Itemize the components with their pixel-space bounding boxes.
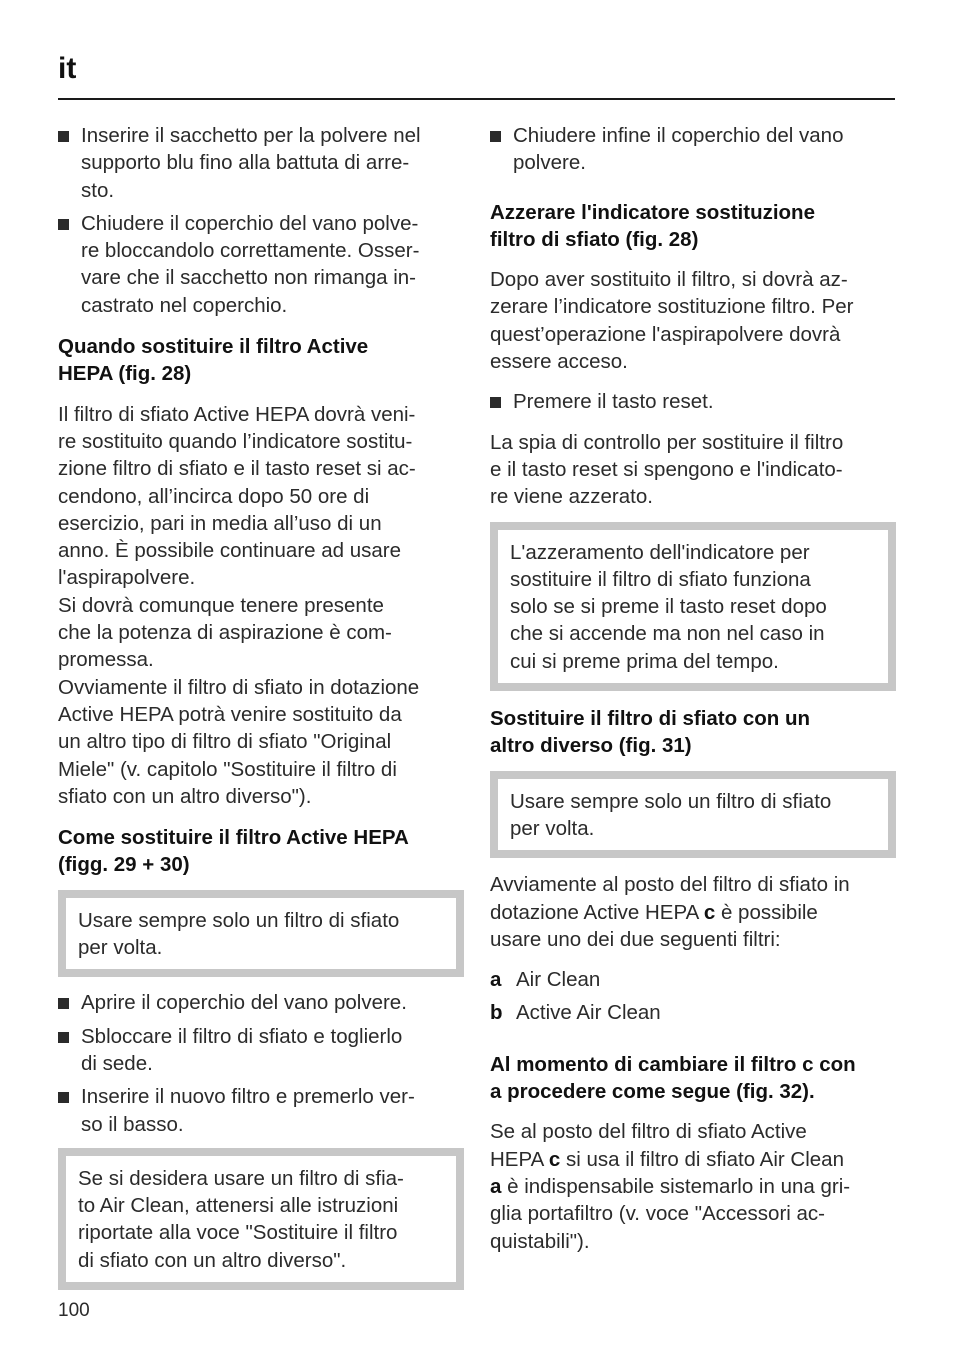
paragraph-line — [490, 1173, 896, 1200]
note-line: to Air Clean, attenersi alle istruzioni — [78, 1194, 399, 1218]
heading-line: HEPA (fig. 28) — [58, 362, 192, 386]
heading-line: (figg. 29 + 30) — [58, 853, 190, 877]
list-item-line: vare che il sacchetto non rimanga in- — [81, 266, 417, 290]
text-fragment: HEPA — [490, 1147, 549, 1171]
text-fragment: è indispensabile sistemarlo in una gri- — [501, 1174, 851, 1198]
paragraph-line: re viene azzerato. — [490, 485, 653, 509]
paragraph — [58, 401, 464, 810]
list-item-line: Inserire il nuovo filtro e premerlo ver- — [81, 1085, 415, 1109]
heading-line: Azzerare l'indicatore sostituzione — [490, 200, 815, 224]
paragraph — [490, 1118, 896, 1254]
paragraph-line: quest’operazione l'aspirapolvere dovrà — [490, 322, 841, 346]
list-item-line: Aprire il coperchio del vano polvere. — [81, 991, 407, 1015]
paragraph-line: un altro tipo di filtro di sfiato "Original — [58, 730, 392, 754]
list-item-line: Chiudere infine il coperchio del vano — [513, 124, 844, 147]
paragraph-line: che la potenza di aspirazione è com- — [58, 621, 392, 645]
note-line: sostituire il filtro di sfiato funziona — [510, 567, 811, 591]
section-heading — [490, 1051, 896, 1106]
filter-name: Active Air Clean — [516, 1001, 661, 1025]
note-line: Se si desidera usare un filtro di sfia- — [78, 1166, 404, 1190]
bullet-square-icon — [58, 219, 69, 230]
paragraph-line: La spia di controllo per sostituire il filtro — [490, 430, 844, 454]
list-item-line: supporto blu fino alla battuta di arre- — [81, 151, 410, 175]
paragraph-line: zione filtro di sfiato e il tasto reset si ac- — [58, 457, 416, 481]
paragraph-line: essere acceso. — [490, 350, 628, 374]
list-item — [490, 388, 896, 415]
filter-list-item — [490, 966, 896, 993]
paragraph-line: Miele" (v. capitolo "Sostituire il filtro di — [58, 757, 397, 781]
paragraph-line: quistabili"). — [490, 1229, 590, 1253]
heading-line: altro diverso (fig. 31) — [490, 734, 692, 758]
text-fragment: dotazione Active HEPA — [490, 900, 704, 924]
list-item-line: Inserire il sacchetto per la polvere nel — [81, 124, 421, 147]
paragraph-line — [490, 1146, 896, 1173]
filter-list — [490, 966, 896, 1027]
bullet-square-icon — [490, 131, 501, 142]
note-box — [58, 1148, 464, 1290]
heading-line: a procedere come segue (fig. 32). — [490, 1080, 815, 1104]
paragraph-line: esercizio, pari in media all’uso di un — [58, 511, 382, 535]
note-line: riportate alla voce "Sostituire il filtro — [78, 1221, 398, 1245]
right-column — [490, 122, 896, 1255]
list-item-line: re bloccandolo correttamente. Osser- — [81, 239, 420, 263]
text-fragment: si usa il filtro di sfiato Air Clean — [560, 1147, 844, 1171]
paragraph-line: zerare l’indicatore sostituzione filtro. Per — [490, 295, 854, 319]
note-line: di sfiato con un altro diverso". — [78, 1248, 347, 1272]
paragraph — [490, 871, 896, 953]
list-item — [58, 1023, 464, 1078]
list-item-line: so il basso. — [81, 1112, 184, 1136]
list-item-line: Chiudere il coperchio del vano polve- — [81, 211, 419, 235]
note-line: Usare sempre solo un filtro di sfiato — [510, 789, 832, 813]
section-heading — [58, 333, 464, 388]
list-item — [490, 122, 896, 177]
paragraph-line: Se al posto del filtro di sfiato Active — [490, 1120, 807, 1144]
filter-letter: b — [490, 1001, 503, 1025]
bullet-square-icon — [58, 1092, 69, 1103]
paragraph-line: cendono, all’incirca dopo 50 ore di — [58, 484, 370, 508]
bullet-square-icon — [490, 397, 501, 408]
filter-name: Air Clean — [516, 968, 601, 992]
list-item-line: Sbloccare il filtro di sfiato e toglierlo — [81, 1024, 403, 1048]
heading-line: Al momento di cambiare il filtro c con — [490, 1052, 856, 1076]
filter-reference: a — [490, 1174, 502, 1198]
filter-reference: c — [703, 900, 716, 924]
left-column — [58, 122, 464, 1290]
header-rule — [58, 98, 895, 100]
list-item — [58, 989, 464, 1016]
list-item-line: castrato nel coperchio. — [81, 293, 288, 317]
bullet-square-icon — [58, 998, 69, 1009]
filter-reference: c — [548, 1147, 561, 1171]
paragraph-line: sfiato con un altro diverso"). — [58, 784, 312, 808]
note-line: che si accende ma non nel caso in — [510, 622, 825, 646]
note-line: per volta. — [510, 816, 595, 840]
bullet-square-icon — [58, 1032, 69, 1043]
paragraph-line: promessa. — [58, 648, 154, 672]
section-heading — [58, 824, 464, 879]
heading-line: Come sostituire il filtro Active HEPA — [58, 826, 409, 850]
list-item-line: Premere il tasto reset. — [513, 390, 714, 414]
list-item — [58, 210, 464, 319]
paragraph — [490, 266, 896, 375]
note-box — [490, 522, 896, 691]
paragraph-line — [490, 899, 896, 926]
paragraph-line: l'aspirapolvere. — [58, 566, 196, 590]
paragraph-line: e il tasto reset si spengono e l'indicato- — [490, 457, 843, 481]
paragraph-line: Dopo aver sostituito il filtro, si dovrà az- — [490, 268, 848, 292]
paragraph-line: Active HEPA potrà venire sostituito da — [58, 702, 402, 726]
list-item-line: sto. — [81, 178, 115, 202]
heading-line: Sostituire il filtro di sfiato con un — [490, 707, 811, 731]
note-box — [490, 771, 896, 859]
bullet-square-icon — [58, 131, 69, 142]
heading-line: Quando sostituire il filtro Active — [58, 335, 369, 359]
section-heading — [490, 199, 896, 254]
language-code: it — [58, 52, 77, 85]
note-line: Usare sempre solo un filtro di sfiato — [78, 908, 400, 932]
page-number: 100 — [58, 1300, 90, 1321]
list-item-line: polvere. — [513, 151, 586, 175]
paragraph-line: glia portafiltro (v. voce "Accessori ac- — [490, 1202, 826, 1226]
text-fragment: è possibile — [715, 900, 818, 924]
note-line: cui si preme prima del tempo. — [510, 649, 779, 673]
paragraph-line: Ovviamente il filtro di sfiato in dotazione — [58, 675, 420, 699]
paragraph-line: Avviamente al posto del filtro di sfiato in — [490, 873, 850, 897]
heading-line: filtro di sfiato (fig. 28) — [490, 227, 699, 251]
section-heading — [490, 705, 896, 760]
paragraph-line: usare uno dei due seguenti filtri: — [490, 927, 781, 951]
note-line: L'azzeramento dell'indicatore per — [510, 540, 810, 564]
paragraph-line: re sostituito quando l’indicatore sostitu- — [58, 429, 413, 453]
paragraph-line: Il filtro di sfiato Active HEPA dovrà veni- — [58, 402, 416, 426]
note-box — [58, 890, 464, 978]
paragraph — [490, 429, 896, 511]
note-line: per volta. — [78, 936, 163, 960]
list-item — [58, 1083, 464, 1138]
filter-list-item — [490, 999, 896, 1026]
list-item-line: di sede. — [81, 1051, 153, 1075]
list-item — [58, 122, 464, 204]
note-line: solo se si preme il tasto reset dopo — [510, 595, 827, 619]
paragraph-line: Si dovrà comunque tenere presente — [58, 593, 384, 617]
paragraph-line: anno. È possibile continuare ad usare — [58, 539, 402, 563]
filter-letter: a — [490, 968, 502, 992]
